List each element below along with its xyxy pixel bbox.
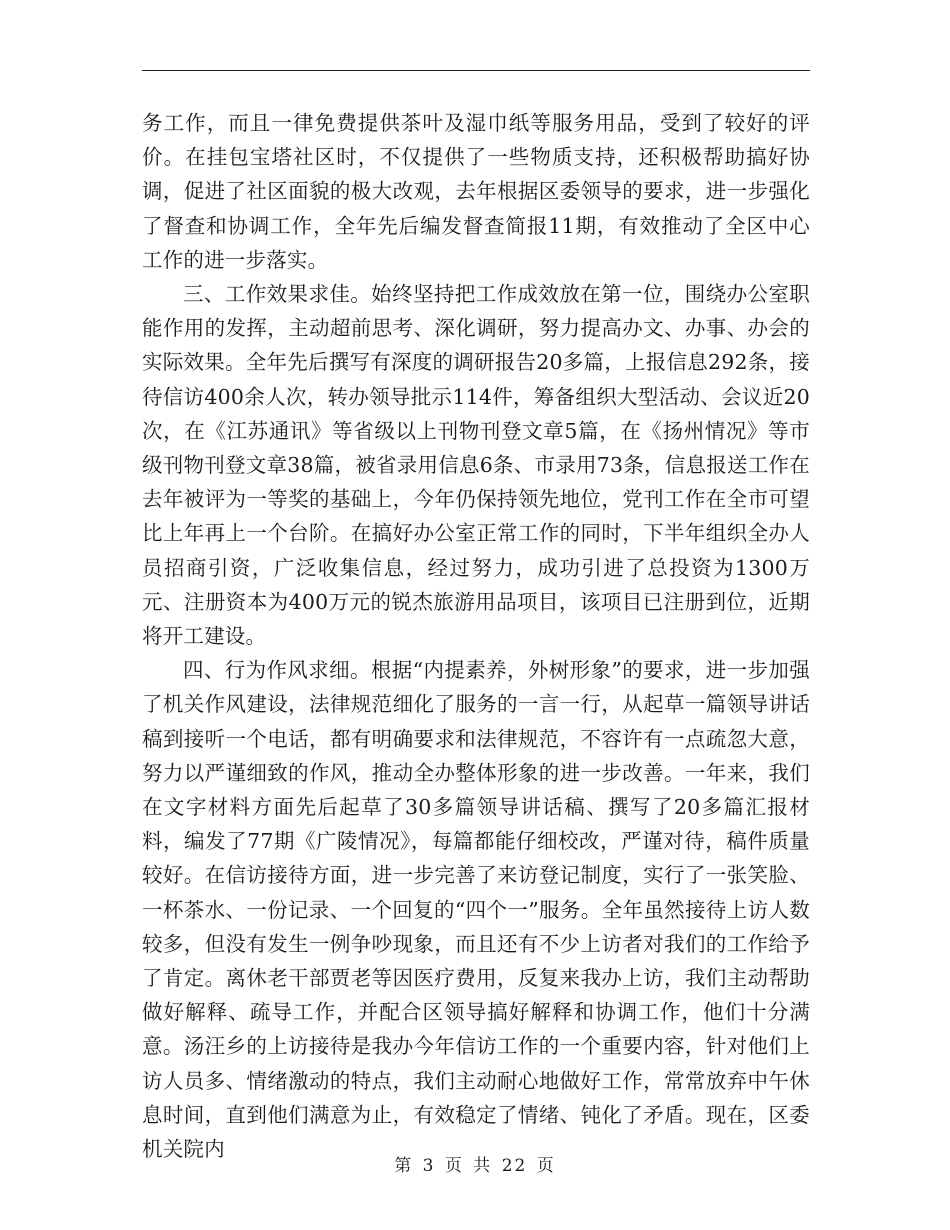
footer-page-label: 页 bbox=[444, 1156, 464, 1176]
page-footer bbox=[0, 1151, 950, 1176]
footer-total-prefix: 共 bbox=[473, 1156, 493, 1176]
document-body bbox=[142, 106, 810, 1166]
paragraph-section-three: 三、工作效果求佳。始终坚持把工作成效放在第一位，围绕办公室职能作用的发挥，主动超前思考、深化调研，努力提高办文、办事、办会的实际效果。全年先后撰写有深度的调研报告20多篇，上报信息292条，接待信访400余人次，转办领导批示114件，筹备组织大型活动、会议近20次，在《江苏通讯》等省级以上刊物刊登文章5篇，在《扬州情况》等市级刊物刊登文章38篇，被省录用信息6条、市录用73条，信息报送工作在去年被评为一等奖的基础上，今年仍保持领先地位，党刊工作在全市可望比上年再上一个台阶。在搞好办公室正常工作的同时，下半年组织全办人员招商引资，广泛收集信息，经过努力，成功引进了总投资为1300万元、注册资本为400万元的锐杰旅游用品项目，该项目已注册到位，近期将开工建设。 bbox=[142, 282, 810, 649]
footer-total-label: 页 bbox=[536, 1156, 556, 1176]
footer-page-prefix: 第 bbox=[394, 1156, 414, 1176]
paragraph-continuation: 务工作，而且一律免费提供茶叶及湿巾纸等服务用品，受到了较好的评价。在挂包宝塔社区时，不仅提供了一些物质支持，还积极帮助搞好协调，促进了社区面貌的极大改观，去年根据区委领导的要求，进一步强化了督查和协调工作，全年先后编发督查简报11期，有效推动了全区中心工作的进一步落实。 bbox=[142, 111, 810, 272]
footer-total-pages: 22 bbox=[501, 1156, 528, 1176]
header-rule bbox=[142, 70, 810, 71]
footer-current-page: 3 bbox=[422, 1156, 436, 1176]
paragraph-section-four: 四、行为作风求细。根据“内提素养，外树形象”的要求，进一步加强了机关作风建设，法律规范细化了服务的一言一行，从起草一篇领导讲话稿到接听一个电话，都有明确要求和法律规范，不容许有一点疏忽大意，努力以严谨细致的作风，推动全办整体形象的进一步改善。一年来，我们在文字材料方面先后起草了30多篇领导讲话稿、撰写了20多篇汇报材料，编发了77期《广陵情况》，每篇都能仔细校改，严谨对待，稿件质量较好。在信访接待方面，进一步完善了来访登记制度，实行了一张笑脸、一杯茶水、一份记录、一个回复的“四个一”服务。全年虽然接待上访人数较多，但没有发生一例争吵现象，而且还有不少上访者对我们的工作给予了肯定。离休老干部贾老等因医疗费用，反复来我办上访，我们主动帮助做好解释、疏导工作，并配合区领导搞好解释和协调工作，他们十分满意。汤汪乡的上访接待是我办今年信访工作的一个重要内容，针对他们上访人员多、情绪激动的特点，我们主动耐心地做好工作，常常放弃中午休息时间，直到他们满意为止，有效稳定了情绪、钝化了矛盾。现在，区委机关院内 bbox=[142, 658, 810, 1162]
